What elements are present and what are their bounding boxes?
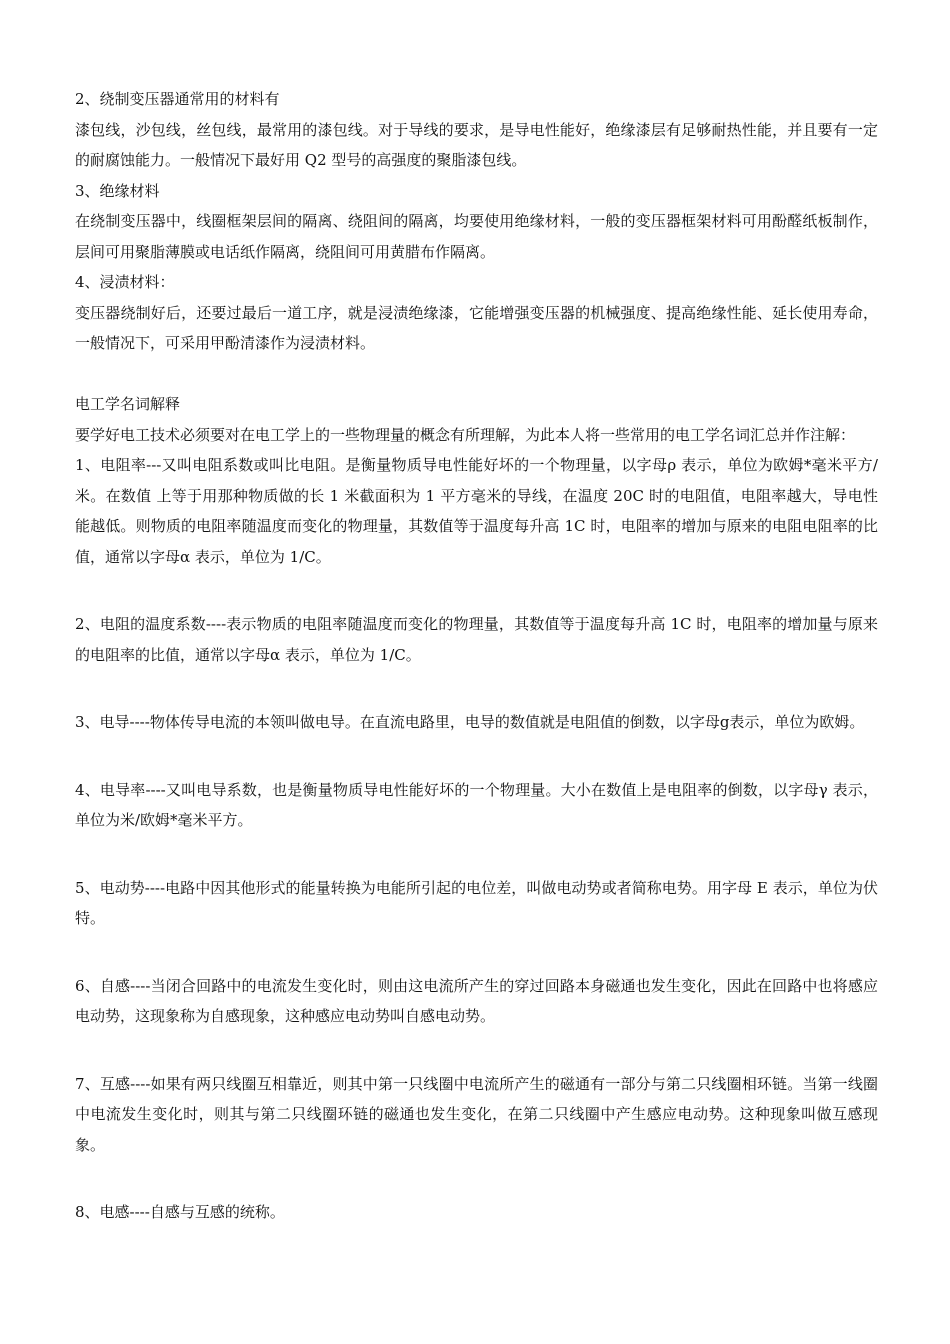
section-4-heading: 4、浸渍材料： <box>75 273 175 291</box>
section-3-body: 在绕制变压器中，线圈框架层间的隔离、绕阻间的隔离，均要使用绝缘材料，一般的变压器框架材料可用酚醛纸板制作，层间可用聚脂薄膜或电话纸作隔离，绕阻间可用黄腊布作隔离。 <box>75 212 878 261</box>
glossary-intro: 要学好电工技术必须要对在电工学上的一些物理量的概念有所理解，为此本人将一些常用的电工学名词汇总并作注解： <box>75 425 856 444</box>
glossary-item-temperature-coefficient: 2、电阻的温度系数----表示物质的电阻率随温度而变化的物理量，其数值等于温度每升高 1C 时，电阻率的增加量与原来的电阻率的比值，通常以字母α 表示，单位为 1/C。 <box>75 615 878 664</box>
glossary-item-emf: 5、电动势----电路中因其他形式的能量转换为电能所引起的电位差，叫做电动势或者简称电势。用字母 E 表示，单位为伏特。 <box>75 878 878 927</box>
spacer <box>75 934 878 971</box>
section-2-body: 漆包线，沙包线，丝包线，最常用的漆包线。对于导线的要求，是导电性能好，绝缘漆层有足够耐热性能，并且要有一定的耐腐蚀能力。一般情况下最好用 Q2 型号的高强度的聚脂漆包线。 <box>75 120 878 169</box>
spacer <box>75 836 878 873</box>
spacer <box>75 1032 878 1069</box>
section-2-heading: 2、绕制变压器通常用的材料有 <box>75 90 280 108</box>
section-3-heading: 3、绝缘材料 <box>75 181 160 200</box>
spacer <box>75 359 878 390</box>
section-4-body: 变压器绕制好后，还要过最后一道工序，就是浸渍绝缘漆，它能增强变压器的机械强度、提高绝缘性能、延长使用寿命，一般情况下，可采用甲酚清漆作为浸渍材料。 <box>75 303 878 352</box>
spacer <box>75 670 878 707</box>
glossary-item-self-inductance: 6、自感----当闭合回路中的电流发生变化时，则由这电流所产生的穿过回路本身磁通也发生变化，因此在回路中也将感应电动势，这现象称为自感现象，这种感应电动势叫自感电动势。 <box>75 976 878 1025</box>
spacer <box>75 738 878 775</box>
glossary-item-conductivity: 4、电导率----又叫电导系数，也是衡量物质导电性能好坏的一个物理量。大小在数值上是电阻率的倒数，以字母γ 表示，单位为米/欧姆*毫米平方。 <box>75 780 878 829</box>
spacer <box>75 572 878 609</box>
glossary-item-resistivity: 1、电阻率---又叫电阻系数或叫比电阻。是衡量物质导电性能好坏的一个物理量，以字母ρ 表示，单位为欧姆*毫米平方/米。在数值 上等于用那种物质做的长 1 米截面积为 1 平方毫米的导线，在温度 20C 时的电阻值，电阻率越大，导电性能越低。则物质的电阻率随温度而变化的物理量，其数值等于温度每升高 1C 时，电阻率的增加与原来的电阻电阻率的比值，通常以字母α 表示，单位为 1/C。 <box>75 456 878 566</box>
glossary-item-mutual-inductance: 7、互感----如果有两只线圈互相靠近，则其中第一只线圈中电流所产生的磁通有一部分与第二只线圈相环链。当第一线圈中电流发生变化时，则其与第二只线圈环链的磁通也发生变化，在第二只线圈中产生感应电动势。这种现象叫做互感现象。 <box>75 1074 878 1154</box>
glossary-item-inductance: 8、电感----自感与互感的统称。 <box>75 1203 285 1221</box>
glossary-item-conductance: 3、电导----物体传导电流的本领叫做电导。在直流电路里，电导的数值就是电阻值的倒数，以字母g表示，单位为欧姆。 <box>75 713 865 731</box>
glossary-title: 电工学名词解释 <box>75 395 181 413</box>
spacer <box>75 1160 878 1197</box>
